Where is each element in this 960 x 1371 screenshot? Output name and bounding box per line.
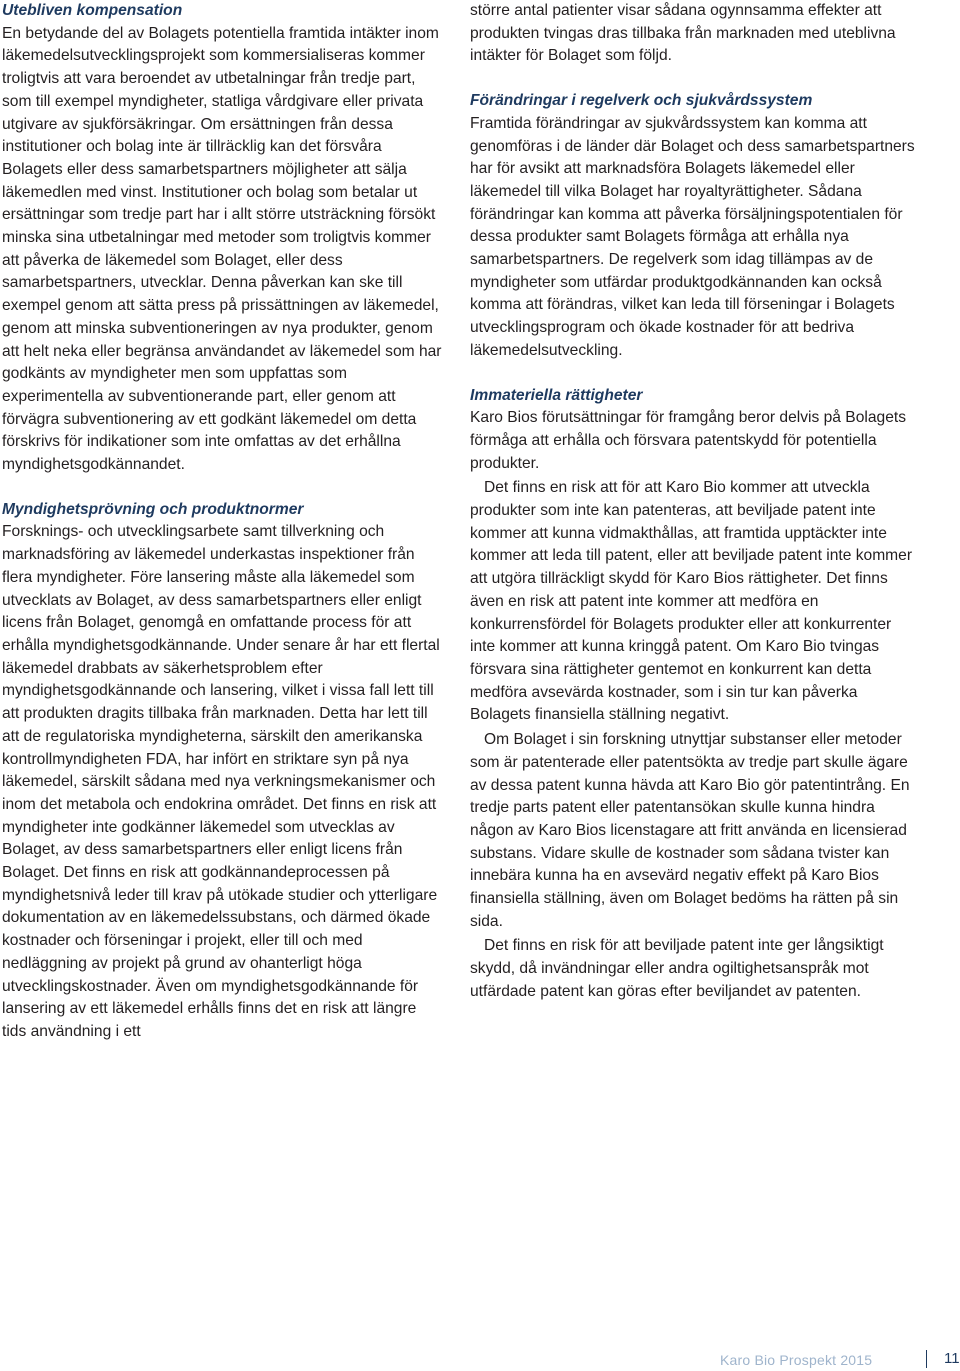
right-column [470,0,915,1004]
paragraph-ip-longterm: Det finns en risk för att beviljade patent inte ger långsiktigt skydd, då invändningar eller andra ogiltighetsanspråk mot utfärdade patent kan göras efter beviljandet av patenten. [470,937,884,1000]
paragraph-ip-intro: Karo Bios förutsättningar för framgång beror delvis på Bolagets förmåga att erhålla och försvara patentskydd för potentiella produkter. [470,409,906,472]
section-heading-compensation: Utebliven kompensation [2,2,183,19]
page-number: 11 [944,1350,960,1367]
left-column [2,0,442,1044]
section-heading-regulation-changes: Förändringar i regelverk och sjukvårdssystem [470,92,813,110]
paragraph-regulation-changes: Framtida förändringar av sjukvårdssystem kan komma att genomföras i de länder där Bolaget och dess samarbetspartners har för avsikt att marknadsföra Bolagets läkemedel eller läkemedel till vilka Bolaget har royaltyrättigheter. Sådana förändringar kan komma att påverka försäljningspotentialen för dessa produkter samt Bolagets förmåga att erhålla nya samarbetspartners. De regelverk som idag tillämpas av de myndigheter som utfärdar produktgodkännanden kan också komma att förändras, vilket kan leda till förseningar i Bolagets utvecklingsprogram och ökade kostnader för att bedriva läkemedelsutveckling. [470,114,915,359]
paragraph-ip-infringement: Om Bolaget i sin forskning utnyttjar substanser eller metoder som är patenterade eller patentsökta av tredje part skulle ägare av dessa patent kunna hävda att Karo Bio gör patentintrång. En tredje parts patent eller patentansökan skulle kunna hindra någon av Karo Bios licenstagare att fritt använda en licensierad substans. Vidare skulle de kostnader som sådana tvister kan innebära kunna ha en avsevärd negativ effekt på Karo Bios finansiella ställning, även om Bolaget bedöms ha rätten på sin sida. [470,731,910,930]
footer-divider [926,1350,927,1368]
paragraph-continuation: större antal patienter visar sådana ogynnsamma effekter att produkten tvingas dras tillbaka från marknaden med uteblivna intäkter för Bolaget som följd. [470,2,896,65]
paragraph-ip-risks: Det finns en risk att för att Karo Bio kommer att utveckla produkter som inte kan patenteras, att beviljade patent inte kommer att kunna vidmakthållas, att framtida upptäckter inte kommer att leda till patent, eller att beviljade patent inte kommer att utgöra tillräckligt skydd för Karo Bios rättigheter. Det finns även en risk att patent inte kommer att medföra en konkurrensfördel för Bolagets produkter eller att konkurrenter inte kommer att kunna kringgå patent. Om Karo Bio tvingas försvara sina rättigheter gentemot en konkurrent kan detta medföra avsevärda kostnader, som i sin tur kan påverka Bolagets finansiella ställning negativt. [470,479,913,724]
footer-publication-title: Karo Bio Prospekt 2015 [720,1352,873,1368]
section-heading-ip-rights: Immateriella rättigheter [470,386,643,404]
paragraph-compensation: En betydande del av Bolagets potentiella framtida intäkter inom läkemedelsutvecklingsprojekt som kommersialiseras kommer troligtvis att vara beroendet av utbetalningar från tredje part, som till exempel myndigheter, statliga vårdgivare eller privata utgivare av sjukförsäkringar. Om ersättningen från dessa institutioner och bolag inte är tillräcklig kan det försvåra Bolagets eller dess samarbetspartners möjligheter att sälja läkemedlen med vinst. Institutioner och bolag som betalar ut ersättningar som tredje part har i allt större utsträckning försökt minska sina utbetalningar med metoder som troligtvis kommer att påverka de läkemedel som Bolaget, eller dess samarbetspartners, utvecklar. Denna påverkan kan ske till exempel genom att sätta press på prissättningen av läkemedel, genom att minska subventioneringen av nya produkter, genom att helt neka eller begränsa användandet av läkemedel som har godkänts av myndigheter men som uppfattas som experimentella av subventionerande part, eller genom att förvägra subventionering av ett godkänt läkemedel om detta förskrivs för indikationer som inte omfattas av det erhållna myndighetsgodkännandet. [2,24,442,474]
section-heading-regulatory-review: Myndighetsprövning och produktnormer [2,500,304,518]
paragraph-regulatory-review: Forsknings- och utvecklingsarbete samt tillverkning och marknadsföring av läkemedel underkastas inspektioner från flera myndigheter. Före lansering måste alla läkemedel som utvecklats av Bolaget, av dess samarbetspartners eller enligt licens från Bolaget, genomgå en omfattande process för att erhålla myndighetsgodkännande. Under senare år har ett flertal läkemedel drabbats av säkerhetsproblem efter myndighetsgodkännande och lansering, vilket i vissa fall lett till att produkten dragits tillbaka från marknaden. Detta har lett till att de regulatoriska myndigheterna, särskilt den amerikanska kontrollmyndigheten FDA, har infört en striktare syn på nya läkemedel, särskilt sådana med nya verkningsmekanismer och inom det metabola och endokrina området. Det finns en risk att myndigheter inte godkänner läkemedel som utvecklas av Bolaget, av dess samarbetspartners eller enligt licens från Bolaget. Det finns en risk att godkännandeprocessen på myndighetsnivå leder till krav på utökade studier och ytterligare dokumentation av en läkemedelssubstans, och därmed ökade kostnader och förseningar i projekt, eller till och med nedläggning av projekt på grund av ohanterligt höga utvecklingskostnader. Även om myndighetsgodkännande för lansering av ett läkemedel erhålls finns det en risk att längre tids användning i ett [2,523,440,1040]
